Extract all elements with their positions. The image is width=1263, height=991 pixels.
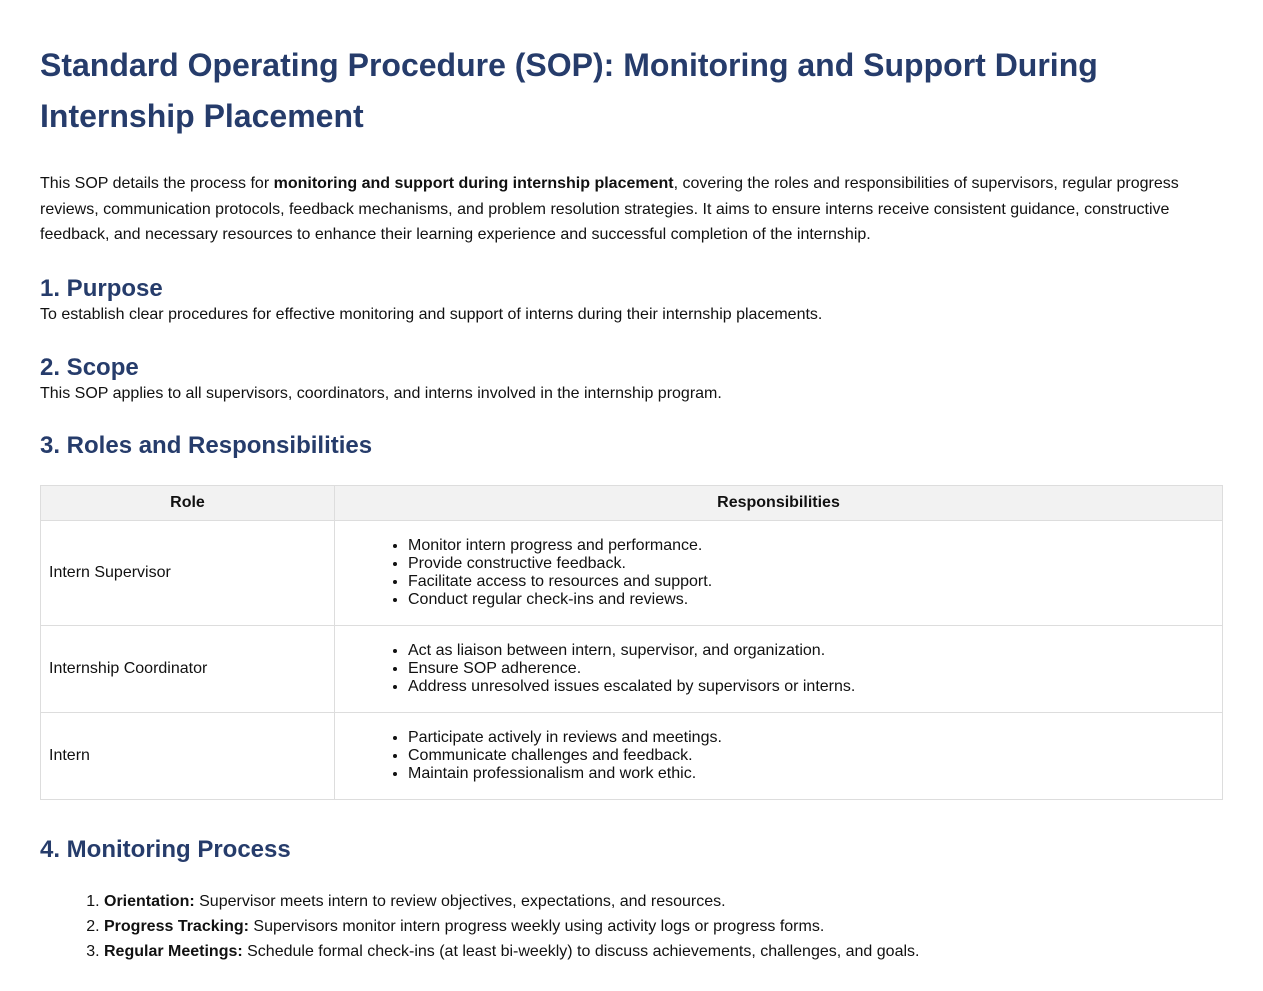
- monitoring-steps-list: [40, 889, 1223, 964]
- list-item: • Conduct regular check-ins and reviews.: [408, 591, 1214, 609]
- responsibilities-list: [343, 729, 1214, 783]
- step-label: Progress Tracking:: [104, 917, 249, 935]
- section-heading-scope: 2. Scope: [40, 353, 139, 381]
- column-header-role: Role: [41, 485, 335, 520]
- table-row: [41, 520, 1223, 625]
- column-header-responsibilities: Responsibilities: [335, 485, 1223, 520]
- table-row: [41, 712, 1223, 799]
- list-item: • Facilitate access to resources and support.: [408, 573, 1214, 591]
- purpose-text: To establish clear procedures for effective monitoring and support of interns during their internship placements.: [40, 305, 823, 323]
- list-item: • Address unresolved issues escalated by supervisors or interns.: [408, 678, 1214, 696]
- responsibilities-cell: [335, 625, 1223, 712]
- list-item: • Participate actively in reviews and meetings.: [408, 729, 1214, 747]
- list-item: • Act as liaison between intern, supervisor, and organization.: [408, 642, 1214, 660]
- table-header-row: [41, 485, 1223, 520]
- table-row: [41, 625, 1223, 712]
- list-item: [104, 939, 1223, 964]
- role-cell: Internship Coordinator: [41, 625, 335, 712]
- sop-document: [40, 0, 1223, 964]
- list-item: [104, 914, 1223, 939]
- step-text: Supervisor meets intern to review objectives, expectations, and resources.: [194, 892, 726, 910]
- step-label: Regular Meetings:: [104, 942, 243, 960]
- intro-text-bold: monitoring and support during internship placement: [273, 175, 674, 192]
- responsibilities-cell: [335, 712, 1223, 799]
- section-heading-roles: 3. Roles and Responsibilities: [40, 431, 373, 459]
- intro-paragraph: [40, 171, 1223, 248]
- step-label: Orientation:: [104, 892, 195, 910]
- page-title: Standard Operating Procedure (SOP): Monitoring and Support During Internship Placement: [40, 47, 1098, 134]
- list-item: • Ensure SOP adherence.: [408, 660, 1214, 678]
- responsibilities-list: [343, 537, 1214, 609]
- step-text: Supervisors monitor intern progress weekly using activity logs or progress forms.: [248, 917, 825, 935]
- step-text: Schedule formal check-ins (at least bi-weekly) to discuss achievements, challenges, and goals.: [242, 942, 920, 960]
- intro-text-after: , covering the roles and responsibilities of supervisors, regular progress reviews, communication protocols, feedback mechanisms, and problem resolution strategies. It aims to ensure interns receive consistent guidance, constructive feedback, and necessary resources to enhance their learning experience and successful completion of the internship.: [40, 175, 1179, 243]
- role-cell: Intern Supervisor: [41, 520, 335, 625]
- list-item: • Communicate challenges and feedback.: [408, 747, 1214, 765]
- roles-table: [40, 485, 1223, 800]
- role-cell: Intern: [41, 712, 335, 799]
- intro-text-before: This SOP details the process for: [40, 175, 274, 192]
- list-item: • Monitor intern progress and performance.: [408, 537, 1214, 555]
- responsibilities-cell: [335, 520, 1223, 625]
- list-item: [104, 889, 1223, 914]
- scope-text: This SOP applies to all supervisors, coordinators, and interns involved in the internship program.: [40, 384, 722, 402]
- responsibilities-list: [343, 642, 1214, 696]
- list-item: • Provide constructive feedback.: [408, 555, 1214, 573]
- section-heading-purpose: 1. Purpose: [40, 274, 163, 302]
- list-item: • Maintain professionalism and work ethic.: [408, 765, 1214, 783]
- section-heading-monitoring: 4. Monitoring Process: [40, 835, 291, 863]
